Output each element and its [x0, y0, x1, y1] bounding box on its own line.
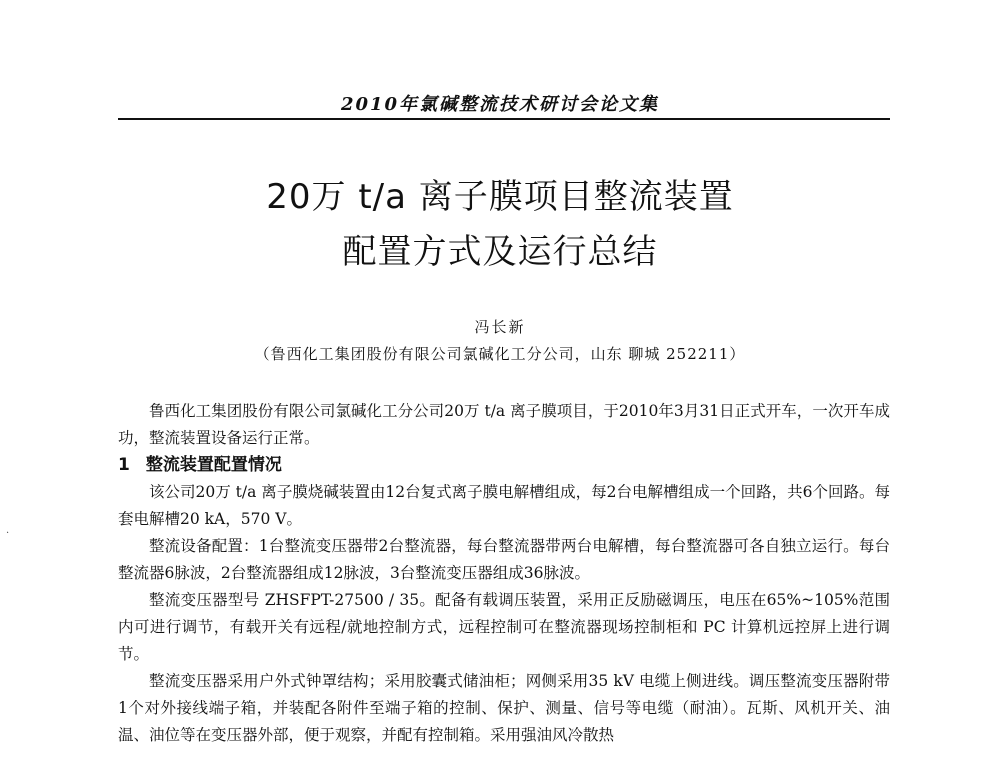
article-title-line-2: 配置方式及运行总结: [342, 232, 658, 272]
running-header: 2010年氯碱整流技术研讨会论文集: [340, 94, 660, 115]
section-heading: [118, 452, 890, 479]
body-paragraph: 整流变压器型号 ZHSFPT-27500 / 35。配备有载调压装置，采用正反励磁调压，电压在65%~105%范围内可进行调节，有载开关有远程/就地控制方式，远程控制可在整流器现场控制柜和 PC 计算机远控屏上进行调节。: [118, 591, 890, 663]
header-rule: [118, 118, 890, 120]
intro-paragraph: 鲁西化工集团股份有限公司氯碱化工分公司20万 t/a 离子膜项目，于2010年3月31日正式开车，一次开车成功，整流装置设备运行正常。: [118, 402, 890, 447]
section-title: 整流装置配置情况: [145, 455, 282, 475]
margin-mark: ·: [6, 528, 10, 539]
body-paragraph: 整流变压器采用户外式钟罩结构；采用胶囊式储油柜；网侧采用35 kV 电缆上侧进线。调压整流变压器附带1个对外接线端子箱，并装配各附件至端子箱的控制、保护、测量、信号等电缆（耐油）。瓦斯、风机开关、油温、油位等在变压器外部，便于观察，并配有控制箱。采用强油风冷散热: [118, 672, 890, 744]
article-title-line-1: 20万 t/a 离子膜项目整流装置: [266, 177, 734, 217]
author-affiliation: （鲁西化工集团股份有限公司氯碱化工分公司，山东 聊城 252211）: [254, 345, 746, 363]
author-name: 冯长新: [474, 318, 526, 336]
article-body: [118, 398, 890, 749]
body-paragraph: 整流设备配置：1台整流变压器带2台整流器，每台整流器带两台电解槽，每台整流器可各自独立运行。每台整流器6脉波，2台整流器组成12脉波，3台整流变压器组成36脉波。: [118, 537, 890, 582]
section-number: 1: [118, 455, 130, 475]
body-paragraph: 该公司20万 t/a 离子膜烧碱装置由12台复式离子膜电解槽组成，每2台电解槽组成一个回路，共6个回路。每套电解槽20 kA，570 V。: [118, 483, 890, 528]
